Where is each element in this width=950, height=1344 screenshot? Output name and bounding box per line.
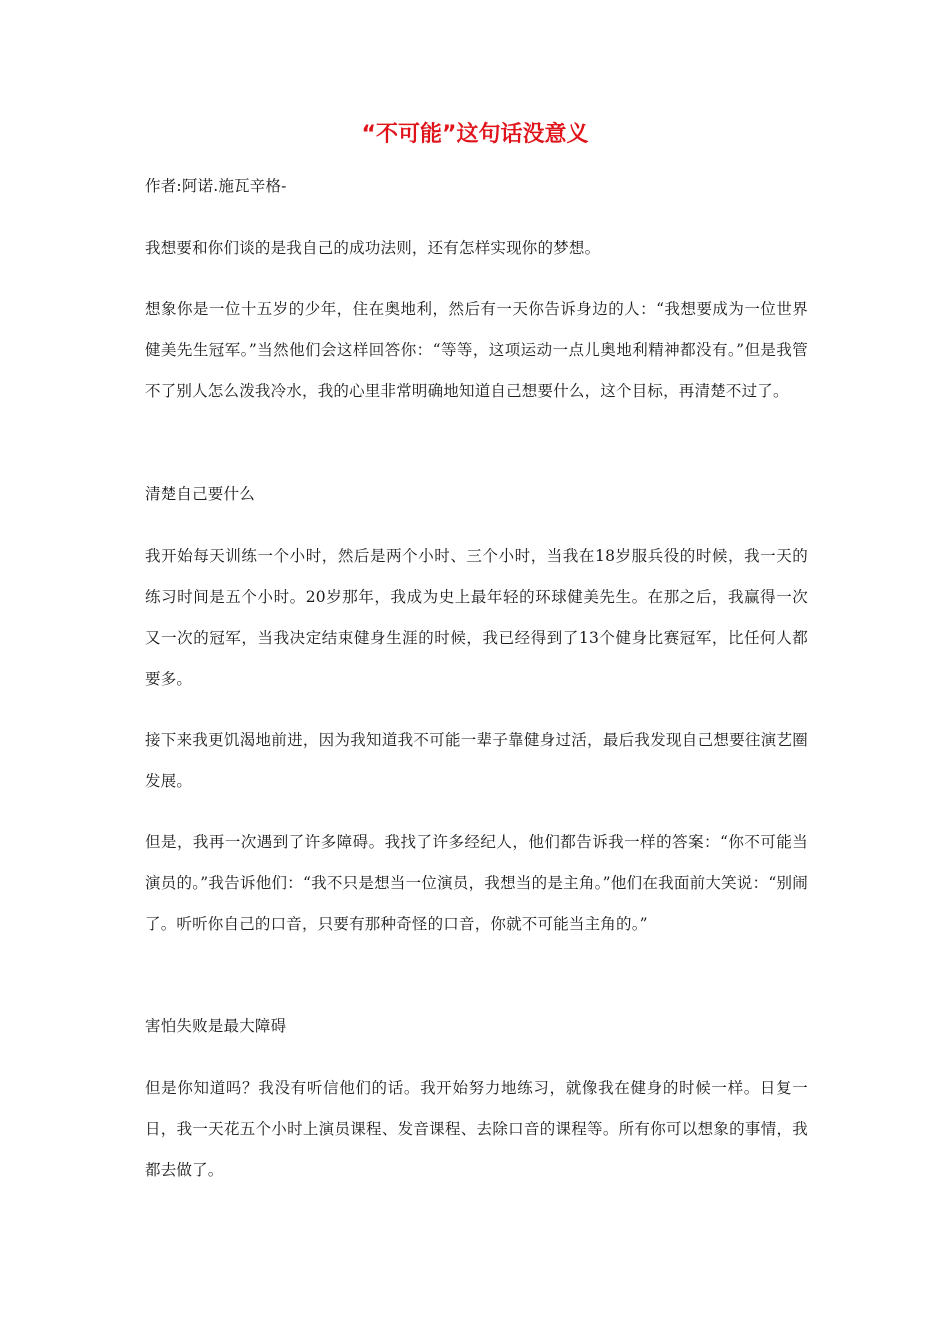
paragraph-training: 我开始每天训练一个小时，然后是两个小时、三个小时，当我在18岁服兵役的时候，我一天的练习时间是五个小时。20岁那年，我成为史上最年轻的环球健美先生。在那之后，我赢得一次又一次的冠军，当我决定结束健身生涯的时候，我已经得到了13个健身比赛冠军，比任何人都要多。: [145, 547, 808, 688]
section-heading-fear-of-failure: 害怕失败是最大障碍: [145, 1017, 287, 1035]
paragraph-intro: 我想要和你们谈的是我自己的成功法则，还有怎样实现你的梦想。: [145, 239, 601, 257]
paragraph-practice: 但是你知道吗？我没有听信他们的话。我开始努力地练习，就像我在健身的时候一样。日复一日，我一天花五个小时上演员课程、发音课程、去除口音的课程等。所有你可以想象的事情，我都去做了。: [145, 1079, 808, 1179]
author-line: 作者:阿诺.施瓦辛格-: [145, 177, 287, 195]
paragraph-acting-ambition: 接下来我更饥渴地前进，因为我知道我不可能一辈子靠健身过活，最后我发现自己想要往演艺圈发展。: [145, 731, 808, 790]
paragraph-obstacles: 但是，我再一次遇到了许多障碍。我找了许多经纪人，他们都告诉我一样的答案：“你不可能当演员的。”我告诉他们：“我不只是想当一位演员，我想当的是主角。”他们在我面前大笑说：“别闹了。听听你自己的口音，只要有那种奇怪的口音，你就不可能当主角的。”: [145, 833, 808, 933]
section-heading-know-what-you-want: 清楚自己要什么: [145, 485, 255, 503]
paragraph-austria: 想象你是一位十五岁的少年，住在奥地利，然后有一天你告诉身边的人：“我想要成为一位世界健美先生冠军。”当然他们会这样回答你：“等等，这项运动一点儿奥地利精神都没有。”但是我管不了别人怎么泼我冷水，我的心里非常明确地知道自己想要什么，这个目标，再清楚不过了。: [145, 300, 808, 400]
document-title: “不可能”这句话没意义: [361, 122, 589, 147]
